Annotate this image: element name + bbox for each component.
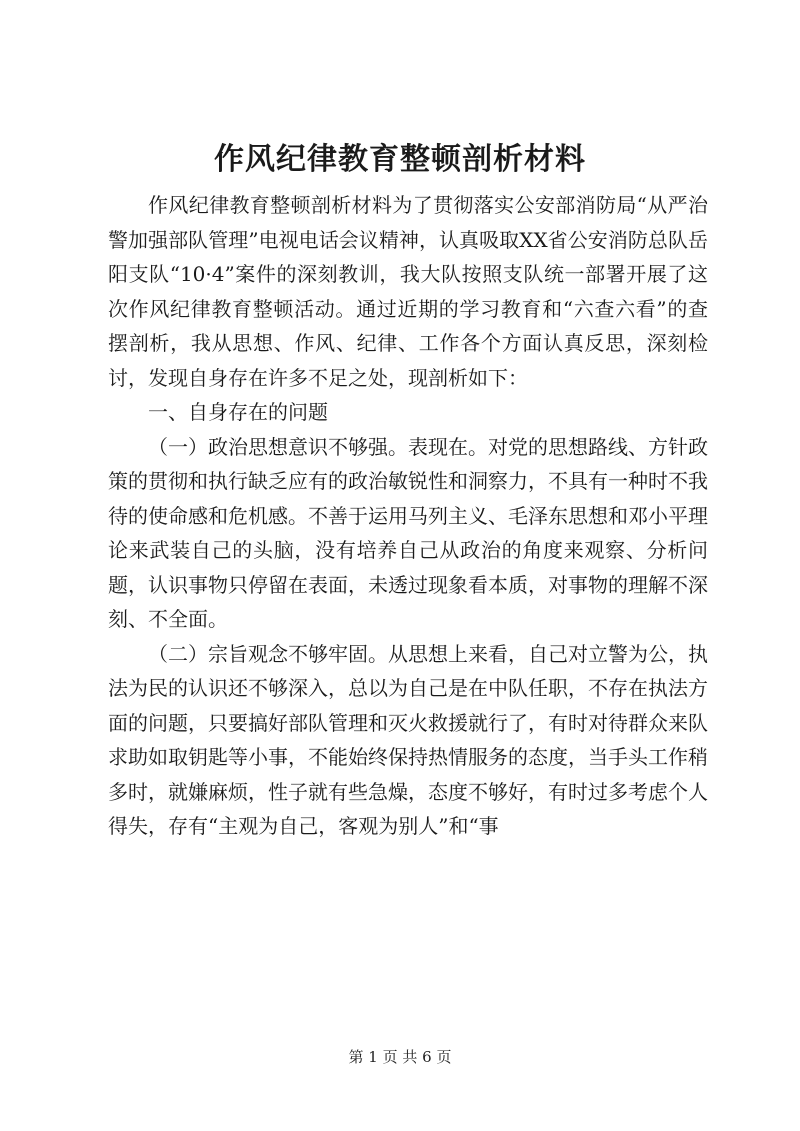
section-heading: 一、自身存在的问题 — [148, 400, 328, 424]
item-paragraph-1: （一）政治思想意识不够强。表现在。对党的思想路线、方针政策的贯彻和执行缺乏应有的政治敏锐性和洞察力，不具有一种时不我待的使命感和危机感。不善于运用马列主义、毛泽东思想和邓小平理论来武装自己的头脑，没有培养自己从政治的角度来观察、分析问题，认识事物只停留在表面，未透过现象看本质，对事物的理解不深刻、不全面。 — [108, 434, 708, 631]
intro-paragraph: 作风纪律教育整顿剖析材料为了贯彻落实公安部消防局“从严治警加强部队管理”电视电话会议精神，认真吸取XX省公安消防总队岳阳支队“10·4”案件的深刻教训，我大队按照支队统一部署开展了这次作风纪律教育整顿活动。通过近期的学习教育和“六查六看”的查摆剖析，我从思想、作风、纪律、工作各个方面认真反思，深刻检讨，发现自身存在许多不足之处，现剖析如下： — [108, 193, 708, 390]
item-paragraph-2: （二）宗旨观念不够牢固。从思想上来看，自己对立警为公，执法为民的认识还不够深入，总以为自己是在中队任职，不存在执法方面的问题，只要搞好部队管理和灭火救援就行了，有时对待群众来队求助如取钥匙等小事，不能始终保持热情服务的态度，当手头工作稍多时，就嫌麻烦，性子就有些急燥，态度不够好，有时过多考虑个人得失，存有“主观为自己，客观为别人”和“事 — [108, 641, 708, 838]
page-number-footer: 第 1 页 共 6 页 — [348, 1048, 452, 1066]
document-body — [108, 188, 708, 844]
document-title: 作风纪律教育整顿剖析材料 — [214, 142, 586, 177]
